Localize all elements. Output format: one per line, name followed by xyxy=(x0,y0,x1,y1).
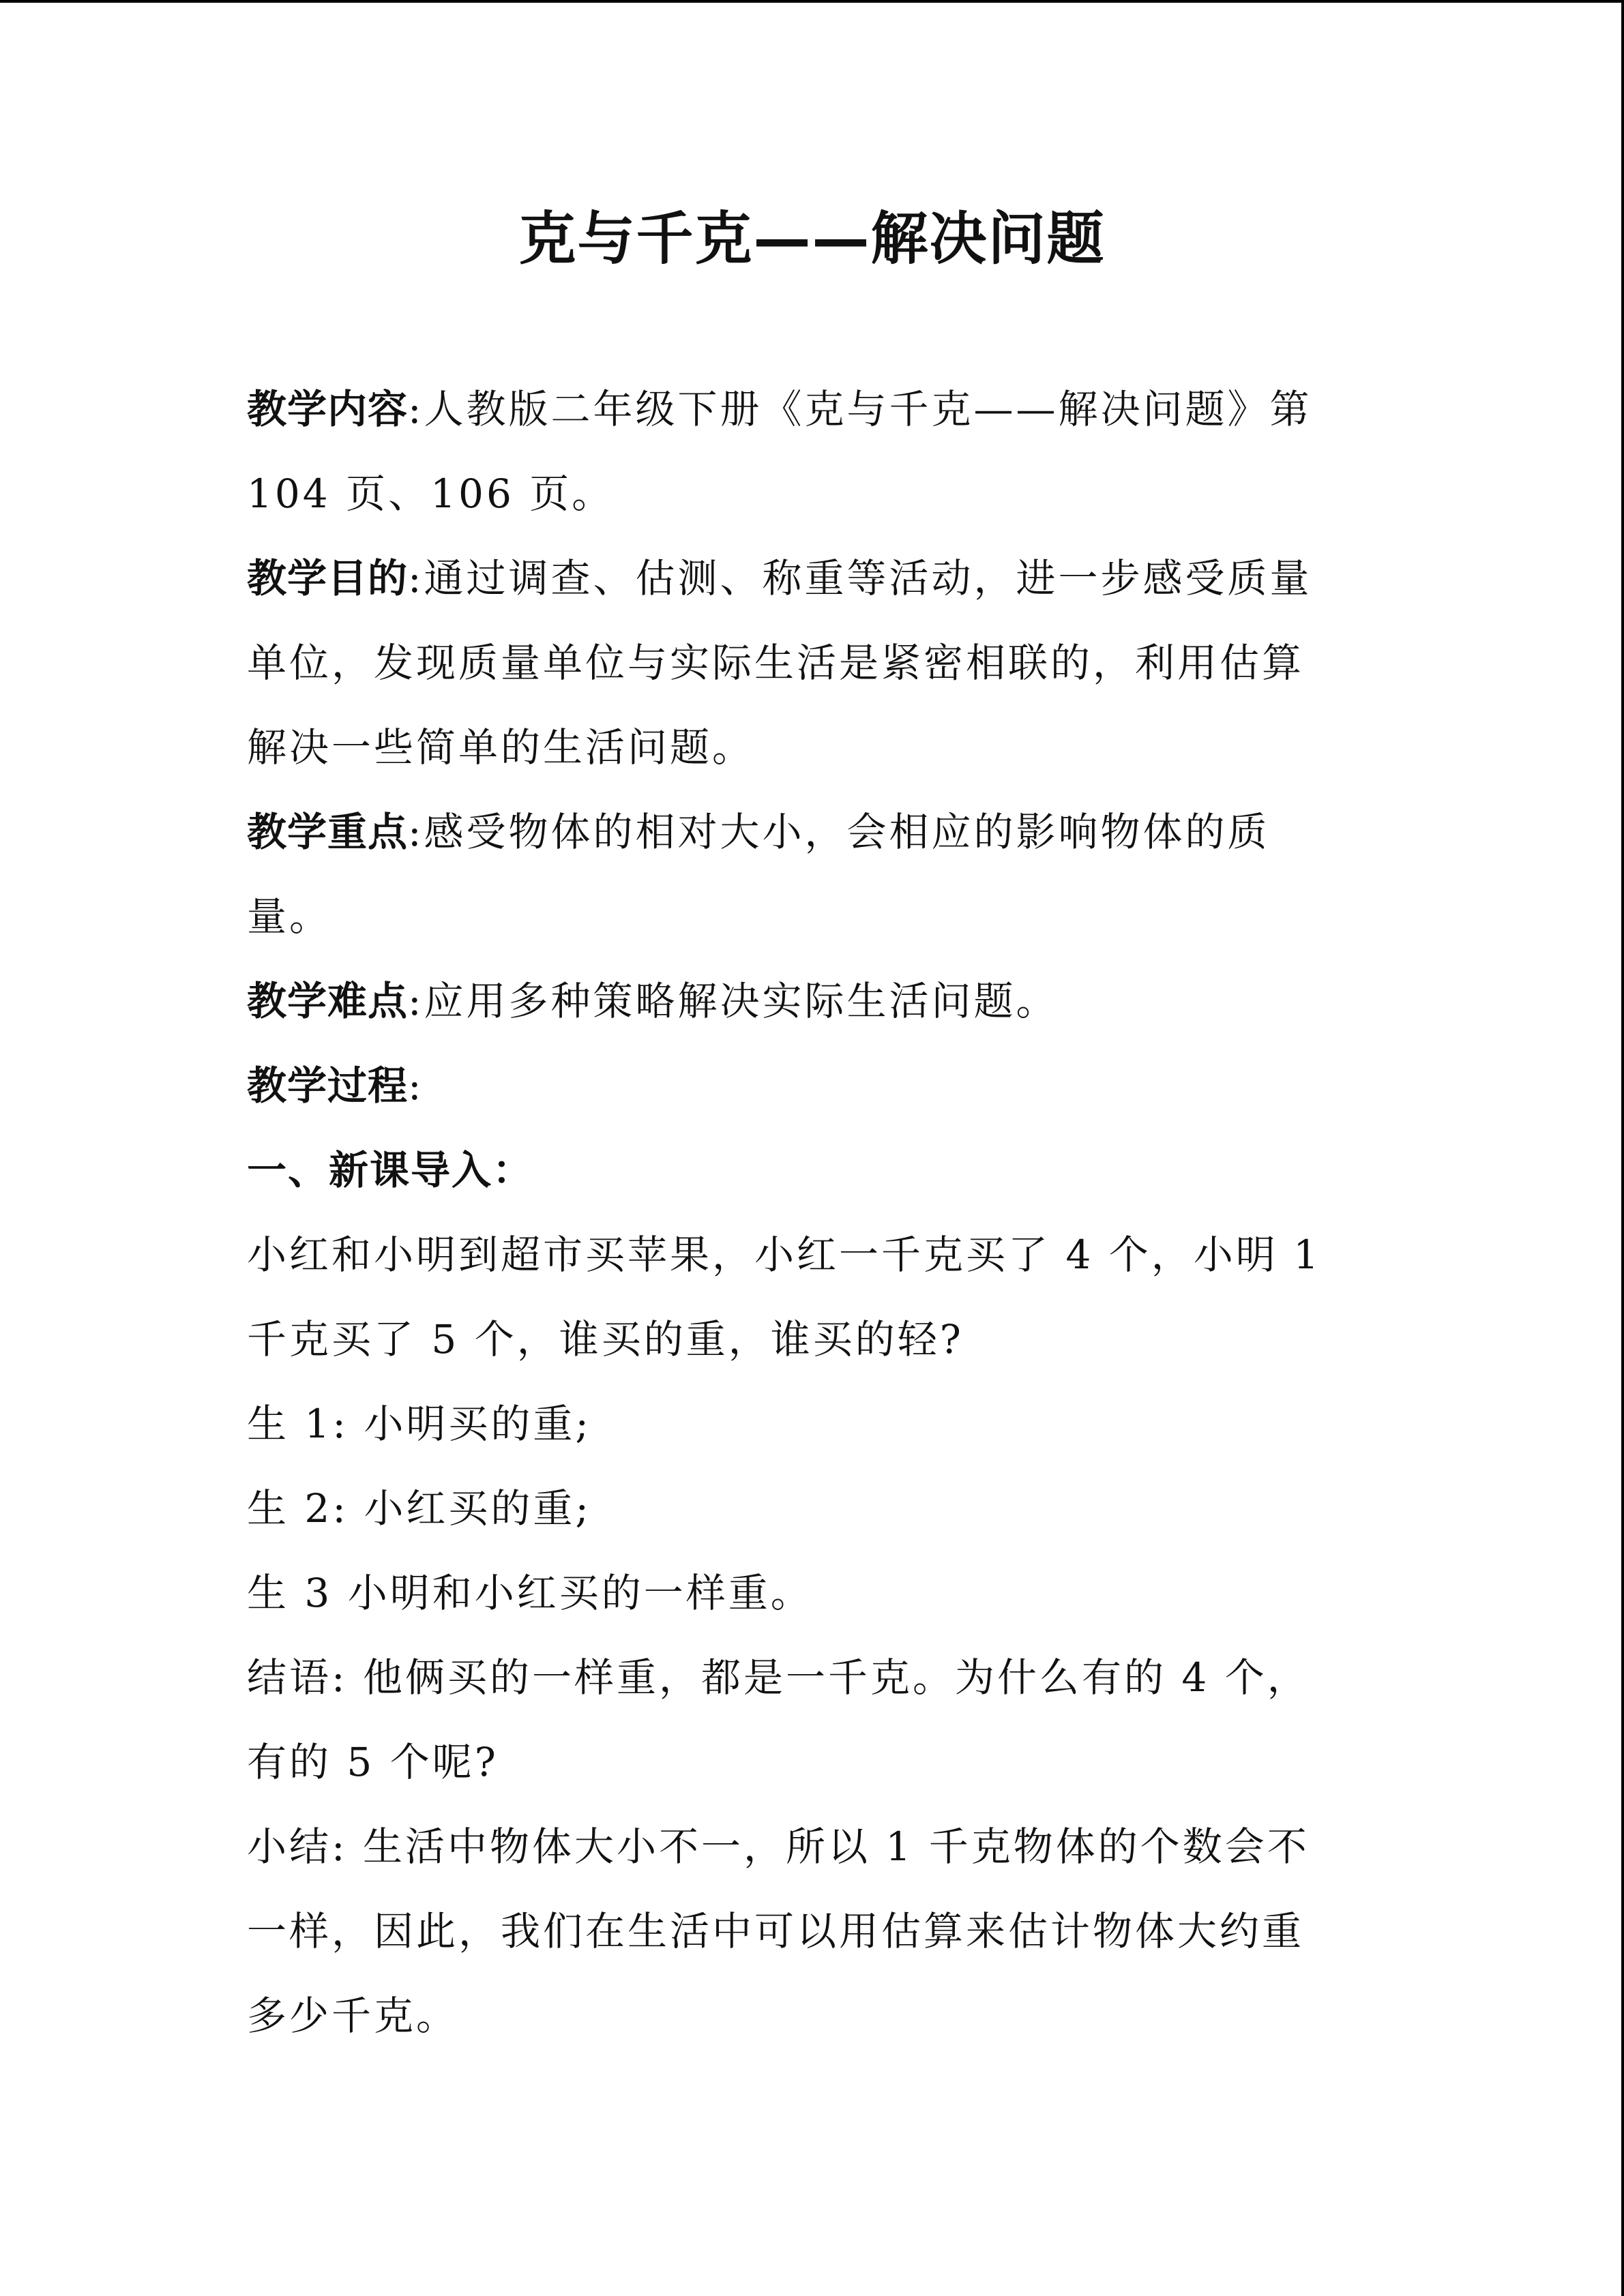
intro-line-3: 生 1: 小明买的重; xyxy=(247,1401,591,1447)
difficulty-label: 教学难点 xyxy=(247,978,409,1024)
intro-heading: 一、新课导入： xyxy=(247,1147,534,1193)
purpose-line-1 xyxy=(247,536,1365,621)
intro-line-9: 一样，因此，我们在生活中可以用估算来估计物体大约重 xyxy=(247,1908,1305,1954)
difficulty-line-1 xyxy=(247,959,1365,1043)
process-label: 教学过程 xyxy=(247,1062,409,1109)
purpose-line-3: 解决一些简单的生活问题。 xyxy=(247,724,755,771)
key-point-line-2: 量。 xyxy=(247,893,332,940)
key-point-line-1 xyxy=(247,790,1365,874)
page-right-border xyxy=(1621,0,1624,2296)
content-line-2: 104 页、106 页。 xyxy=(247,471,615,517)
key-point-text: :感受物体的相对大小，会相应的影响物体的质 xyxy=(408,809,1270,855)
content-line-1 xyxy=(247,367,1365,451)
purpose-line-2: 单位，发现质量单位与实际生活是紧密相联的，利用估算 xyxy=(247,640,1305,686)
page-top-border xyxy=(0,0,1624,3)
key-point-label: 教学重点 xyxy=(247,809,409,855)
process-suffix: : xyxy=(408,1062,424,1109)
content-text: :人教版二年级下册《克与千克——解决问题》第 xyxy=(408,386,1312,432)
difficulty-text: :应用多种策略解决实际生活问题。 xyxy=(408,978,1059,1024)
purpose-label: 教学目的 xyxy=(247,555,409,601)
intro-line-7: 有的 5 个呢? xyxy=(247,1739,499,1785)
process-line xyxy=(247,1043,1365,1128)
intro-line-8: 小结: 生活中物体大小不一，所以 1 千克物体的个数会不 xyxy=(247,1823,1310,1870)
content-label: 教学内容 xyxy=(247,386,409,432)
intro-line-10: 多少千克。 xyxy=(247,1993,459,2039)
intro-line-5: 生 3 小明和小红买的一样重。 xyxy=(247,1570,813,1616)
intro-line-1: 小红和小明到超市买苹果，小红一千克买了 4 个，小明 1 xyxy=(247,1232,1322,1278)
intro-line-2: 千克买了 5 个，谁买的重，谁买的轻? xyxy=(247,1316,964,1362)
intro-line-4: 生 2: 小红买的重; xyxy=(247,1485,591,1532)
document-body xyxy=(247,367,1365,2058)
intro-line-6: 结语: 他俩买的一样重，都是一千克。为什么有的 4 个， xyxy=(247,1654,1310,1701)
document-title: 克与千克——解决问题 xyxy=(518,205,1106,272)
purpose-text: :通过调查、估测、称重等活动，进一步感受质量 xyxy=(408,555,1312,601)
